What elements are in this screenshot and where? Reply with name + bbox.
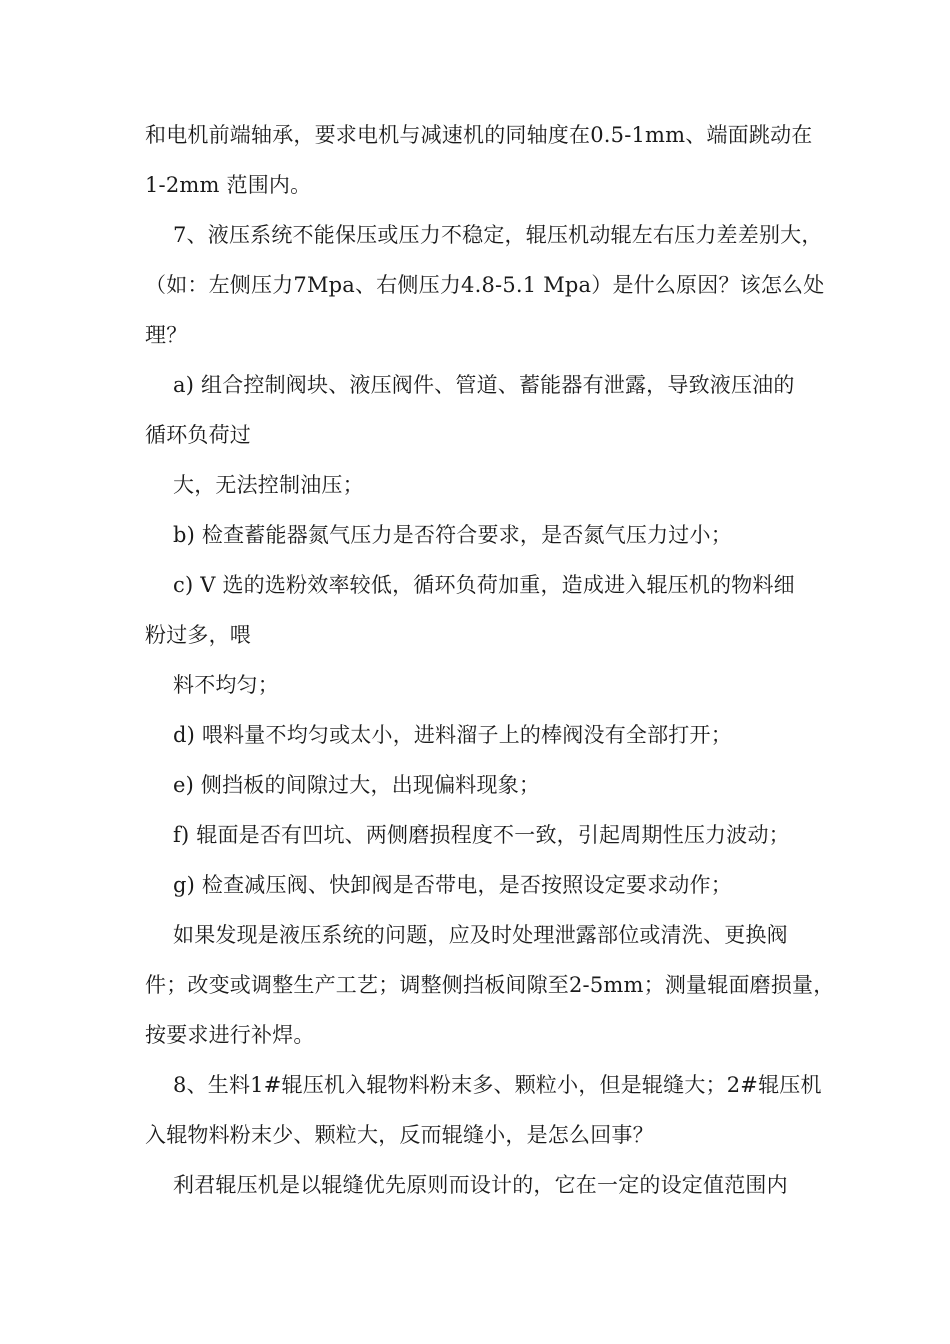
text-line: 件；改变或调整生产工艺；调整侧挡板间隙至2-5mm；测量辊面磨损量， [145, 973, 835, 997]
answer-item-f: f) 辊面是否有凹坑、两侧磨损程度不一致，引起周期性压力波动； [173, 823, 790, 847]
text-line: 入辊物料粉末少、颗粒大，反而辊缝小，是怎么回事？ [145, 1123, 654, 1147]
text-line: 按要求进行补焊。 [145, 1023, 315, 1047]
text-line: （如：左侧压力7Mpa、右侧压力4.8-5.1 Mpa）是什么原因？该怎么处 [145, 273, 825, 297]
answer-item-d: d) 喂料量不均匀或太小，进料溜子上的棒阀没有全部打开； [173, 723, 732, 747]
text-line: 大，无法控制油压； [173, 473, 364, 497]
text-line: 粉过多，喂 [145, 623, 251, 647]
answer-item-b: b) 检查蓄能器氮气压力是否符合要求，是否氮气压力过小； [173, 523, 732, 547]
answer-item-g: g) 检查减压阀、快卸阀是否带电，是否按照设定要求动作； [173, 873, 732, 897]
text-line: 理？ [145, 323, 188, 347]
text-line: 和电机前端轴承，要求电机与减速机的同轴度在0.5-1mm、端面跳动在 [145, 123, 813, 147]
answer-paragraph: 利君辊压机是以辊缝优先原则而设计的，它在一定的设定值范围内 [173, 1173, 788, 1197]
answer-item-e: e) 侧挡板的间隙过大，出现偏料现象； [173, 773, 541, 797]
text-line: 1-2mm 范围内。 [145, 173, 312, 197]
text-line: 循环负荷过 [145, 423, 251, 447]
question-8-line: 8、生料1#辊压机入辊物料粉末多、颗粒小，但是辊缝大；2#辊压机 [173, 1073, 822, 1097]
answer-item-c: c) V 选的选粉效率较低，循环负荷加重，造成进入辊压机的物料细 [173, 573, 795, 597]
solution-paragraph: 如果发现是液压系统的问题，应及时处理泄露部位或清洗、更换阀 [173, 923, 788, 947]
answer-item-a: a) 组合控制阀块、液压阀件、管道、蓄能器有泄露，导致液压油的 [173, 373, 795, 397]
question-7-line: 7、液压系统不能保压或压力不稳定，辊压机动辊左右压力差差别大， [173, 223, 823, 247]
text-line: 料不均匀； [173, 673, 279, 697]
